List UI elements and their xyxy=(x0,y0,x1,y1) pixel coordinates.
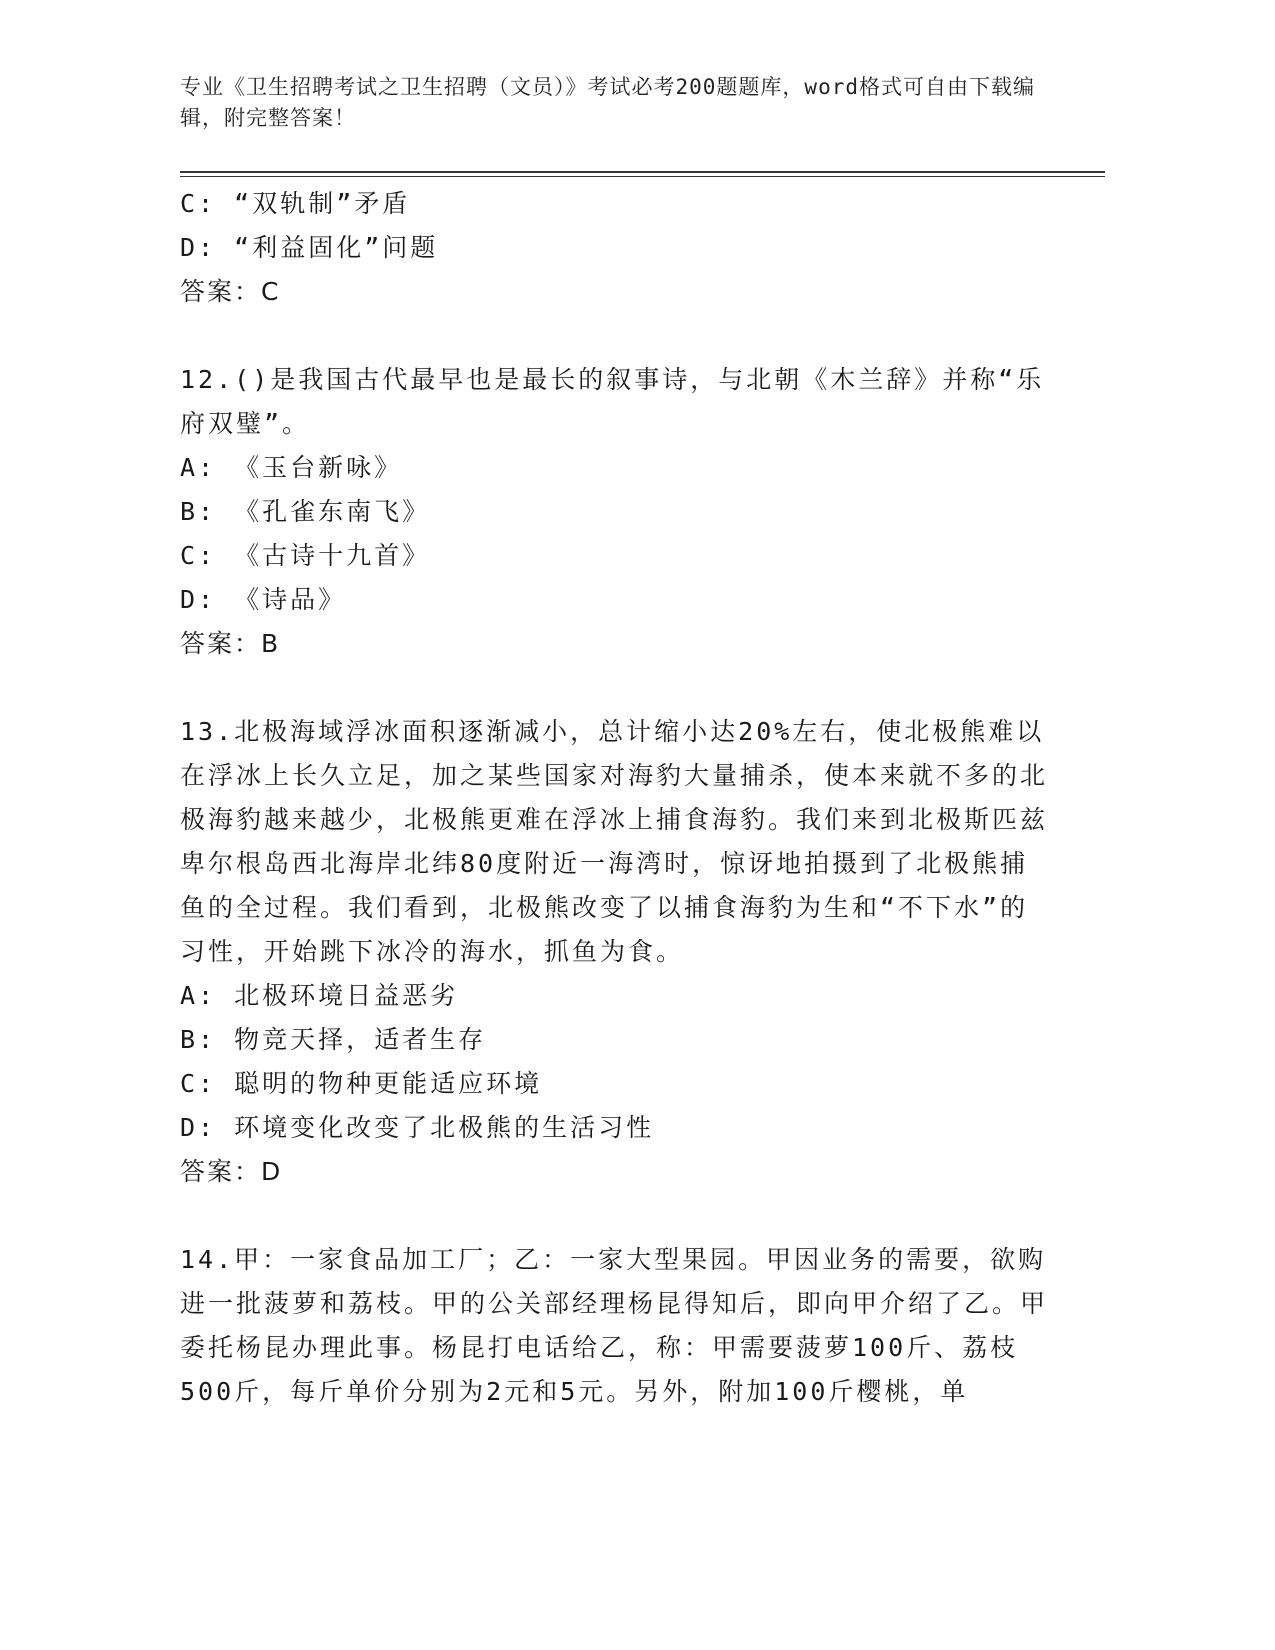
option-d: D: 《诗品》 xyxy=(180,585,347,614)
question-stem: 14.甲：一家食品加工厂；乙：一家大型果园。甲因业务的需要，欲购进一批菠萝和荔枝。甲的公关部经理杨昆得知后，即向甲介绍了乙。甲委托杨昆办理此事。杨昆打电话给乙，称：甲需要菠萝100斤、荔枝500斤，每斤单价分别为2元和5元。另外，附加100斤樱桃，单 xyxy=(180,1245,1049,1406)
question-11-tail xyxy=(180,182,1050,314)
document-body xyxy=(180,182,1050,1414)
header-divider xyxy=(180,171,1105,177)
question-13 xyxy=(180,710,1050,1194)
option-d: D: 环境变化改变了北极熊的生活习性 xyxy=(180,1113,655,1142)
spacer xyxy=(180,314,1050,358)
question-14 xyxy=(180,1238,1050,1414)
option-c: C: 《古诗十九首》 xyxy=(180,541,431,570)
question-stem: 13.北极海域浮冰面积逐渐减小，总计缩小达20%左右，使北极熊难以在浮冰上长久立足，加之某些国家对海豹大量捕杀，使本来就不多的北极海豹越来越少，北极熊更难在浮冰上捕食海豹。我们来到北极斯匹兹卑尔根岛西北海岸北纬80度附近一海湾时，惊讶地拍摄到了北极熊捕鱼的全过程。我们看到，北极熊改变了以捕食海豹为生和“不下水”的习性，开始跳下冰冷的海水，抓鱼为食。 xyxy=(180,717,1049,966)
option-d: D: “利益固化”问题 xyxy=(180,233,439,262)
option-a: A: 《玉台新咏》 xyxy=(180,453,403,482)
spacer xyxy=(180,666,1050,710)
option-c: C: “双轨制”矛盾 xyxy=(180,189,411,218)
answer-line: 答案：C xyxy=(180,277,281,306)
spacer xyxy=(180,1194,1050,1238)
question-stem: 12.()是我国古代最早也是最长的叙事诗，与北朝《木兰辞》并称“乐府双璧”。 xyxy=(180,365,1045,438)
header-title: 专业《卫生招聘考试之卫生招聘（文员）》考试必考200题题库，word格式可自由下载编辑，附完整答案！ xyxy=(180,75,1035,130)
option-c: C: 聪明的物种更能适应环境 xyxy=(180,1069,543,1098)
question-12 xyxy=(180,358,1050,666)
option-b: B: 《孔雀东南飞》 xyxy=(180,497,431,526)
option-b: B: 物竞天择，适者生存 xyxy=(180,1025,487,1054)
option-a: A: 北极环境日益恶劣 xyxy=(180,981,459,1010)
answer-line: 答案：D xyxy=(180,1157,283,1186)
answer-line: 答案：B xyxy=(180,629,281,658)
page-header xyxy=(180,72,1040,134)
